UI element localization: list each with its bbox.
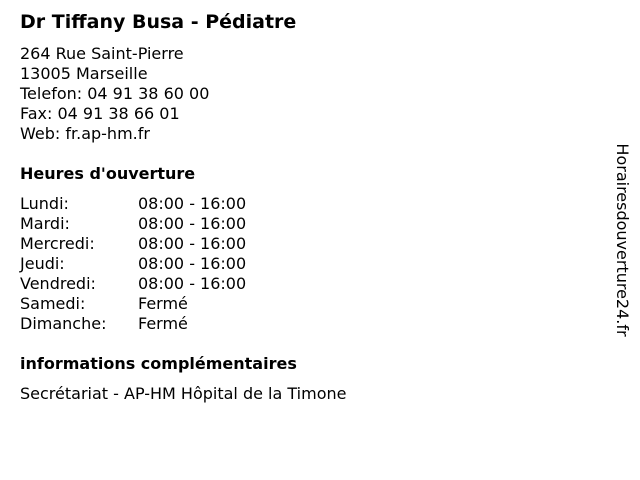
address-street: 264 Rue Saint-Pierre [20,44,184,63]
watermark-text: Horairesdouverture24.fr [613,143,632,337]
contact-block [20,44,600,144]
info-text: Secrétariat - AP-HM Hôpital de la Timone [20,384,347,403]
hours-row-saturday [20,294,600,314]
address-city: 13005 Marseille [20,64,148,83]
info-heading: informations complémentaires [20,354,297,373]
phone-line: Telefon: 04 91 38 60 00 [20,84,210,103]
hours-day-label: Jeudi: [20,254,65,273]
hours-row-wednesday [20,234,600,254]
hours-time-value: 08:00 - 16:00 [138,234,247,253]
hours-row-monday [20,194,600,214]
hours-row-sunday [20,314,600,334]
hours-time-value: 08:00 - 16:00 [138,274,247,293]
hours-day-label: Dimanche: [20,314,107,333]
hours-row-friday [20,274,600,294]
hours-day-label: Vendredi: [20,274,96,293]
business-card [20,10,600,404]
hours-time-value: Fermé [138,294,188,313]
fax-line: Fax: 04 91 38 66 01 [20,104,180,123]
hours-day-label: Lundi: [20,194,69,213]
hours-row-tuesday [20,214,600,234]
hours-time-value: 08:00 - 16:00 [138,194,247,213]
hours-day-label: Samedi: [20,294,86,313]
hours-time-value: 08:00 - 16:00 [138,214,247,233]
hours-table [20,194,600,334]
hours-day-label: Mardi: [20,214,70,233]
web-line: Web: fr.ap-hm.fr [20,124,150,143]
hours-row-thursday [20,254,600,274]
hours-time-value: Fermé [138,314,188,333]
hours-day-label: Mercredi: [20,234,95,253]
hours-time-value: 08:00 - 16:00 [138,254,247,273]
hours-heading: Heures d'ouverture [20,164,196,183]
business-title: Dr Tiffany Busa - Pédiatre [20,11,297,33]
